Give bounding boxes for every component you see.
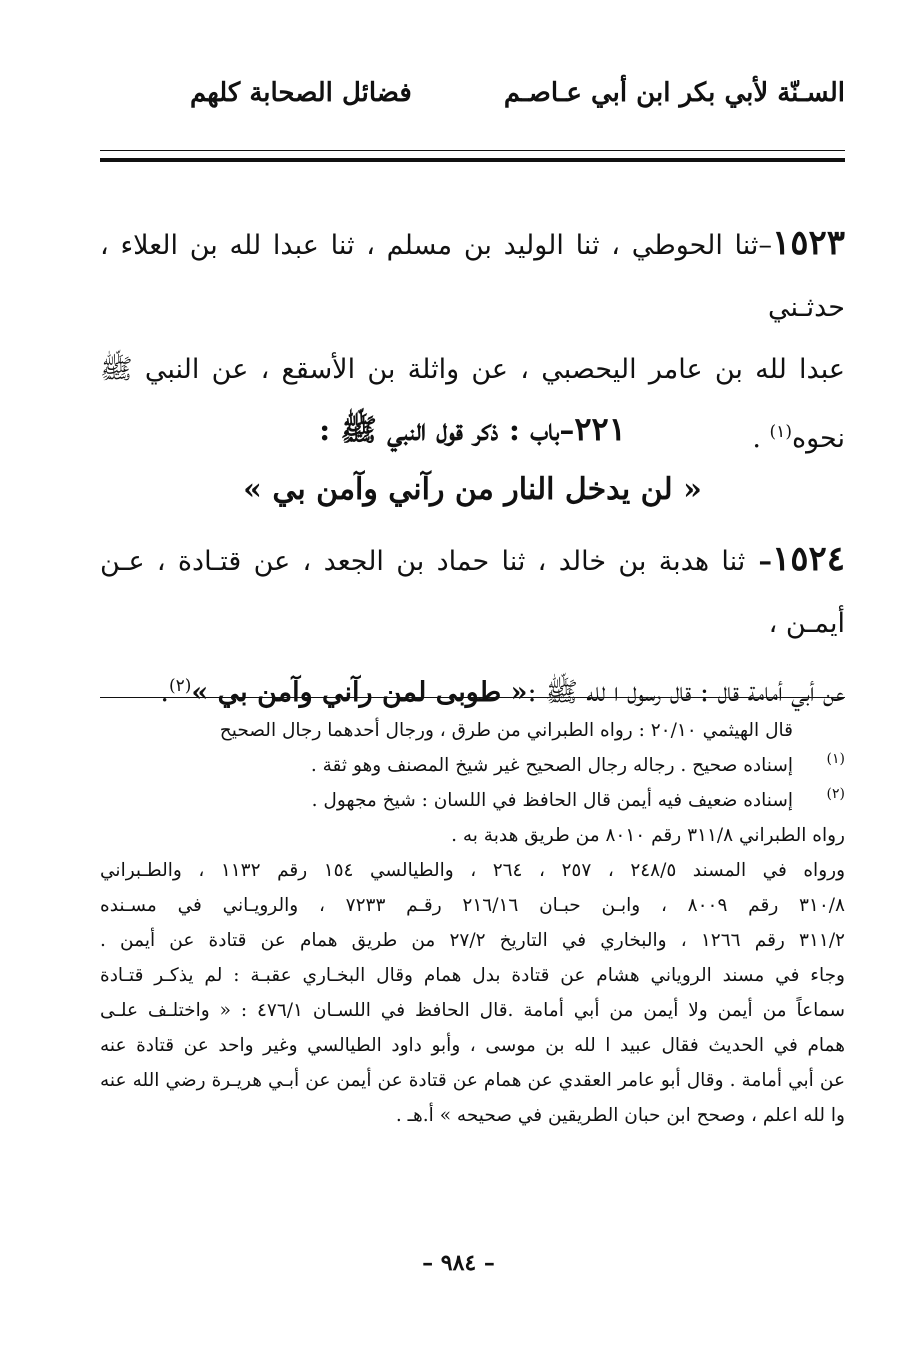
hadith-dash: –	[758, 230, 772, 261]
chapter-number: ٢٢١	[574, 410, 626, 448]
hadith-number: ١٥٢٣	[771, 223, 845, 263]
book-title: السـنّة لأبي بكر ابن أبي عـاصـم	[503, 78, 845, 108]
running-header	[100, 78, 845, 118]
footnote-line: همام في الحديث فقال عبيد ا لله بن موسى ، وأبو داود الطيالسي وغير واحد عن قتادة عنه	[100, 1035, 845, 1056]
footnote-1	[100, 748, 845, 783]
footnote-marker: (٢)	[826, 786, 845, 802]
chapter-quote: « لن يدخل النار من رآني وآمن بي »	[243, 472, 702, 507]
hadith-line	[100, 528, 845, 655]
footnote-ref: (١)	[769, 422, 792, 442]
header-rule-thin	[100, 150, 845, 151]
footnote-line: رواه الطبراني ٣١١/٨ رقم ٨٠١٠ من طريق هدبة به .	[451, 825, 845, 846]
hadith-text: عبدا لله بن عامر اليحصبي ، عن واثلة بن الأسقع ، عن النبي ﷺ نحوه	[100, 354, 845, 454]
footnote-line: وا لله اعلم ، وصحح ابن حبان الطريقين في صحيحه » أ.هـ .	[395, 1105, 845, 1126]
footnote-ref: (٢)	[168, 676, 192, 696]
hadith-line	[100, 212, 845, 339]
chapter-heading	[100, 410, 845, 455]
hadith-quote: « طوبى لمن رآني وآمن بي »	[191, 677, 528, 708]
footnote-2	[100, 783, 845, 818]
footnote-line: قال الهيثمي ٢٠/١٠ : رواه الطبراني من طرق ، ورجال أحدهما رجال الصحيح	[219, 720, 793, 741]
hadith-end: .	[752, 423, 770, 454]
footnote-line: وجاء في مسند الروياني هشام عن قتادة بدل همام وقال البخـاري عقبـة : لم يذكـر قتـادة	[100, 965, 845, 986]
hadith-text: عن أبي أمامة قال : قال رسول ا لله ﷺ :	[527, 677, 845, 708]
footnote-text: إسناده صحيح . رجاله رجال الصحيح غير شيخ المصنف وهو ثقة .	[310, 755, 793, 776]
chapter-title-text: –باب : ذكر قول النبي ﷺ :	[319, 413, 575, 448]
footnote-marker: (١)	[826, 751, 845, 767]
footnotes	[100, 713, 845, 1133]
page-number: – ٩٨٤ –	[422, 1250, 495, 1276]
footnote-line: عن أبي أمامة . وقال أبو عامر العقدي عن همام عن قتادة عن أيمن عن أبـي هريـرة رضي الله عنه	[100, 1070, 845, 1091]
hadith-1524	[100, 528, 845, 724]
header-rule-thick	[100, 158, 845, 162]
hadith-dash: –	[745, 546, 772, 577]
footnote-line: ٣١١/٢ رقم ١٢٦٦ ، والبخاري في التاريخ ٢٧/٢ من طريق همام عن قتادة عن أيمن .	[100, 930, 845, 951]
footnote-text: إسناده ضعيف فيه أيمن قال الحافظ في اللسان : شيخ مجهول .	[311, 790, 793, 811]
footnote-rule	[100, 697, 845, 698]
footnote-line: ٣١٠/٨ رقم ٨٠٠٩ ، وابـن حبـان ٢١٦/١٦ رقـم ٧٢٣٣ ، والرويـاني في مسـنده	[100, 895, 845, 916]
chapter-title: فضائل الصحابة كلهم	[190, 78, 412, 108]
hadith-text: ثنا الحوطي ، ثنا الوليد بن مسلم ، ثنا عبدا لله بن العلاء ، حدثـني	[100, 230, 845, 323]
hadith-end: .	[160, 677, 169, 708]
footnote-line: ورواه في المسند ٢٤٨/٥ ، ٢٥٧ ، ٢٦٤ ، والطيالسي ١٥٤ رقم ١١٣٢ ، والطـبراني	[100, 860, 845, 881]
footnote-line: سماعاً من أيمن ولا أيمن من أبي أمامة .قال الحافظ في اللسـان ٤٧٦/١ : « واختلـف علـى	[100, 1000, 845, 1021]
hadith-text: ثنا هدبة بن خالد ، ثنا حماد بن الجعد ، عن قتـادة ، عـن أيمـن ،	[100, 546, 845, 639]
hadith-number: ١٥٢٤	[771, 539, 845, 579]
